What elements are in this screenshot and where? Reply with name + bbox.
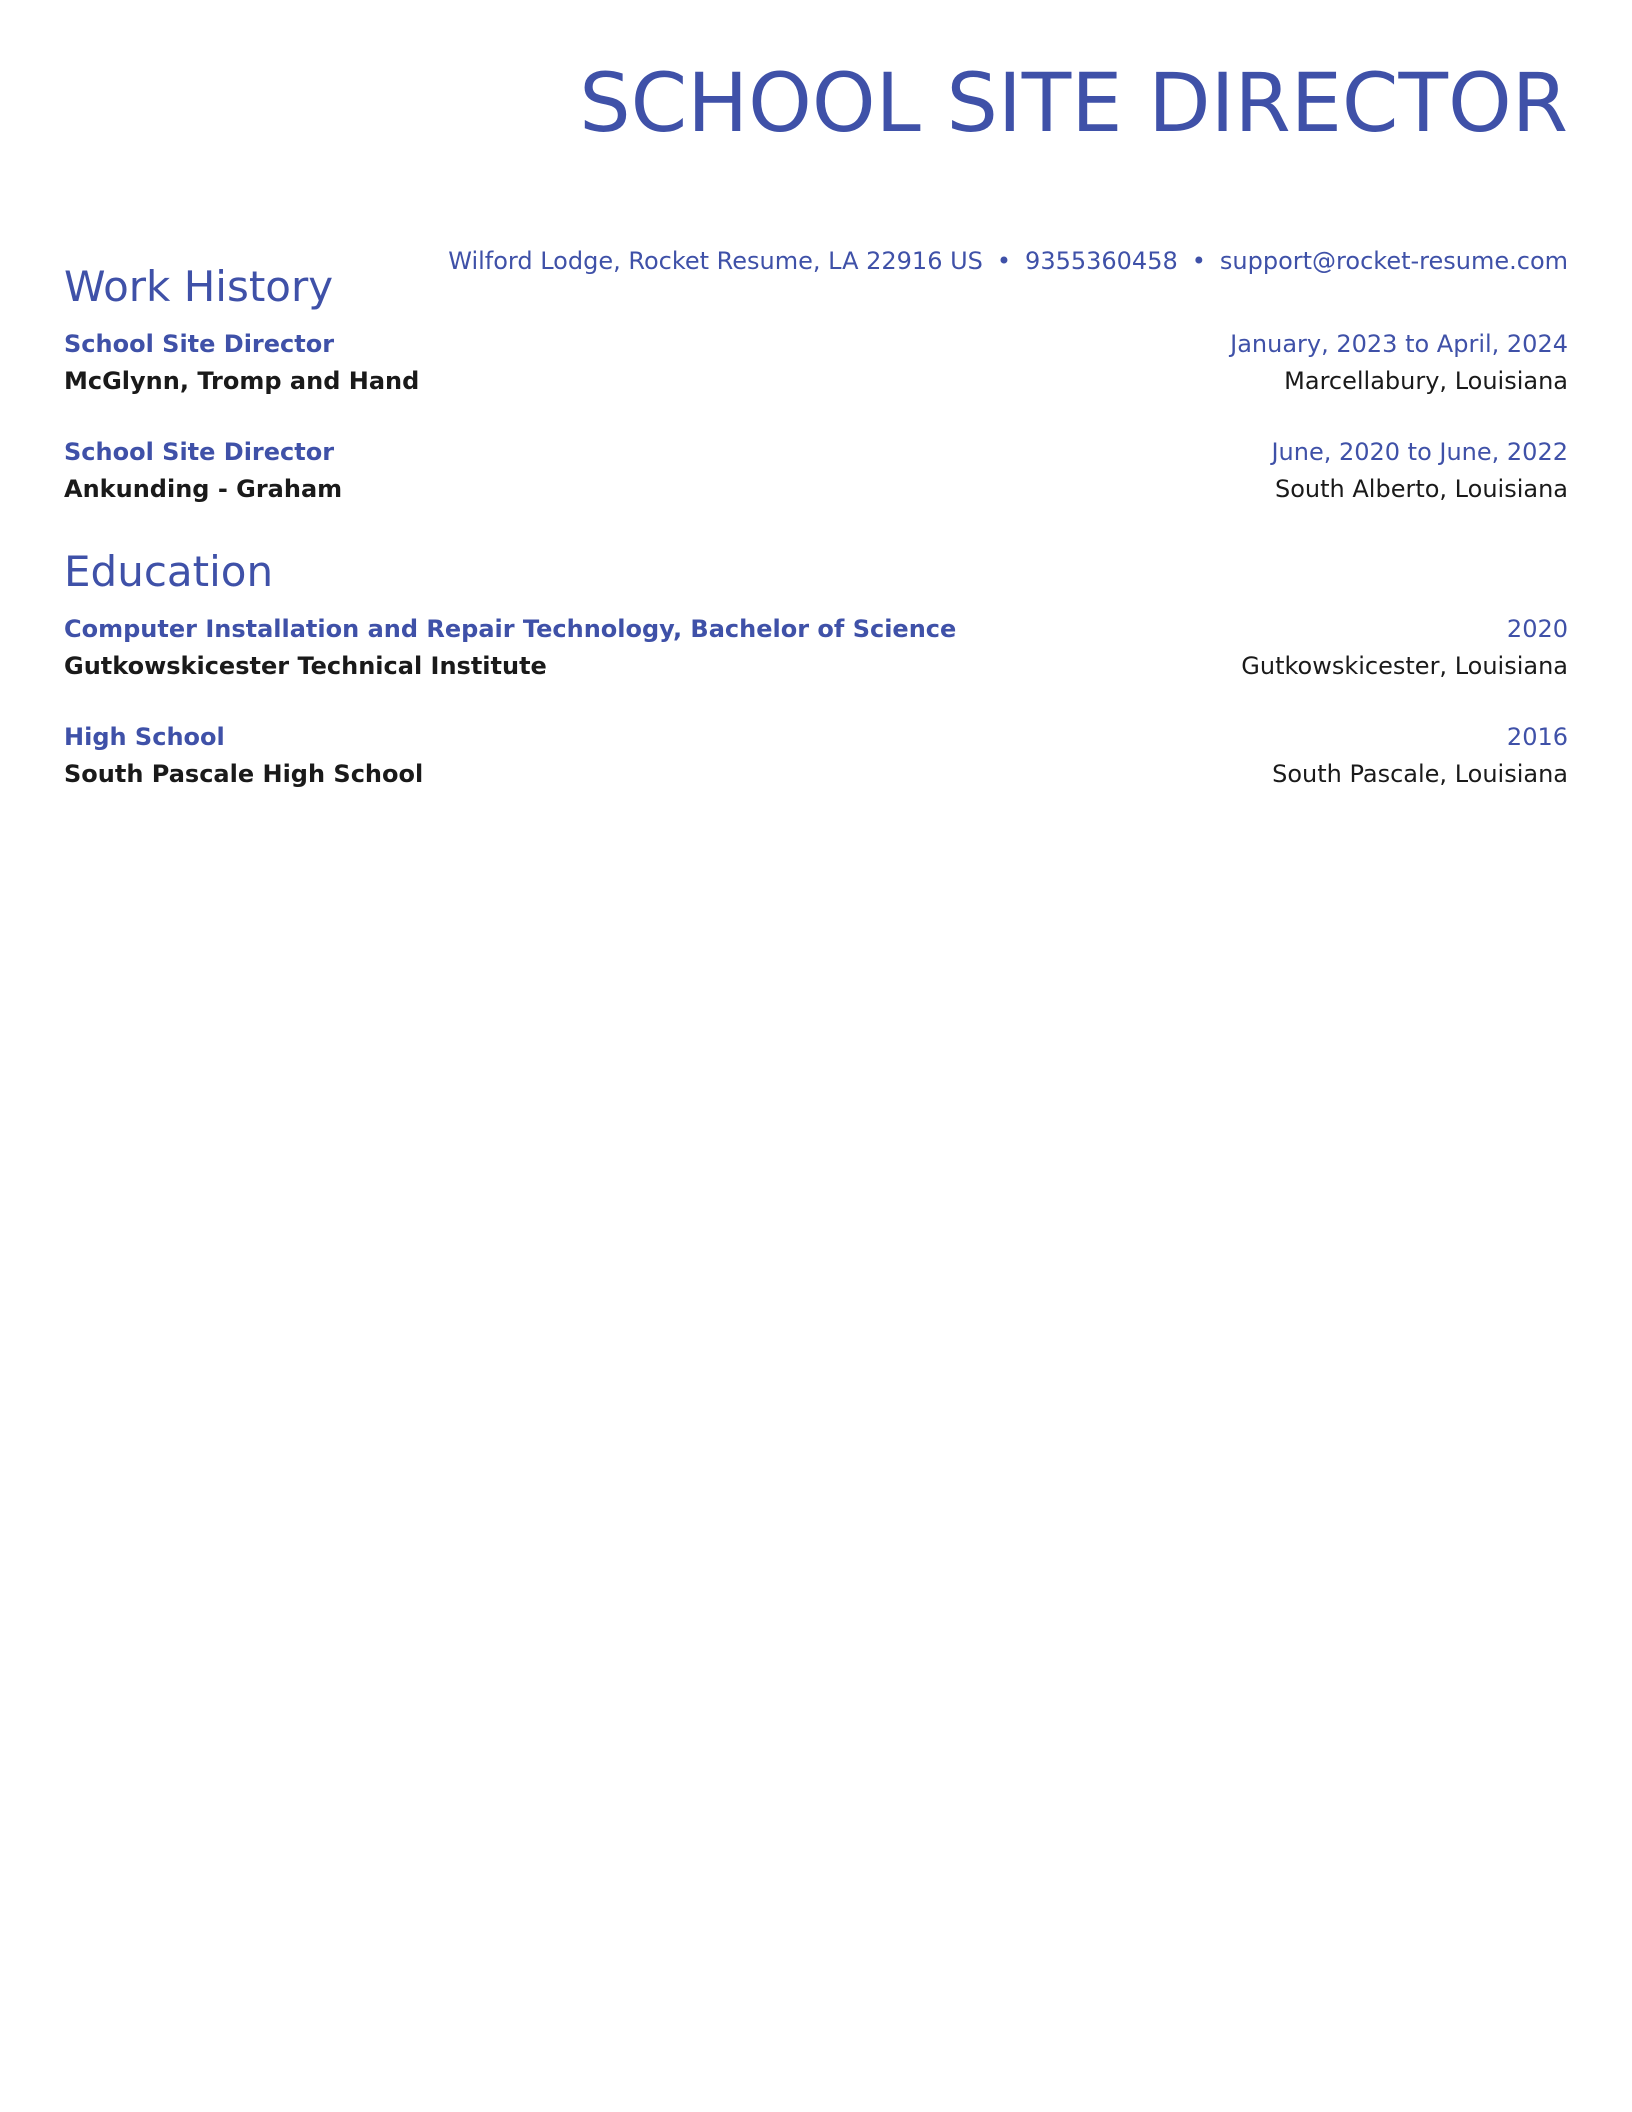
contact-separator: • [1191, 247, 1206, 275]
resume-header [64, 0, 1568, 154]
education-year: 2016 [1506, 723, 1568, 751]
section-title-education: Education [64, 547, 274, 596]
work-role: School Site Director [64, 330, 335, 358]
education-degree: High School [64, 723, 225, 751]
work-location: Marcellabury, Louisiana [1284, 367, 1568, 395]
education-location: Gutkowskicester, Louisiana [1241, 652, 1568, 680]
contact-email[interactable]: support@rocket-resume.com [1219, 247, 1568, 275]
work-entry-header [64, 434, 1568, 470]
contact-address: Wilford Lodge, Rocket Resume, LA 22916 US [448, 247, 983, 275]
work-company: McGlynn, Tromp and Hand [64, 367, 420, 395]
education-entry-details [64, 647, 1568, 685]
contact-phone: 9355360458 [1025, 247, 1178, 275]
education-entry-details [64, 755, 1568, 793]
education-entry [64, 719, 1568, 793]
work-history-section [64, 262, 1568, 508]
work-company: Ankunding - Graham [64, 475, 343, 503]
work-location: South Alberto, Louisiana [1275, 475, 1568, 503]
work-entry [64, 326, 1568, 400]
education-entry-header [64, 611, 1568, 647]
work-entry [64, 434, 1568, 508]
work-role: School Site Director [64, 438, 335, 466]
page-title: SCHOOL SITE DIRECTOR [579, 57, 1568, 151]
section-title-work-history: Work History [64, 262, 334, 311]
education-school: South Pascale High School [64, 760, 424, 788]
education-section [64, 547, 1568, 793]
education-degree: Computer Installation and Repair Technology, Bachelor of Science [64, 615, 957, 643]
education-school: Gutkowskicester Technical Institute [64, 652, 547, 680]
work-dates: January, 2023 to April, 2024 [1230, 330, 1568, 358]
work-entry-details [64, 470, 1568, 508]
work-dates: June, 2020 to June, 2022 [1271, 438, 1568, 466]
contact-separator: • [996, 247, 1012, 275]
education-entry [64, 611, 1568, 685]
education-entry-header [64, 719, 1568, 755]
work-entry-details [64, 362, 1568, 400]
education-year: 2020 [1506, 615, 1568, 643]
work-entry-header [64, 326, 1568, 362]
education-location: South Pascale, Louisiana [1272, 760, 1568, 788]
